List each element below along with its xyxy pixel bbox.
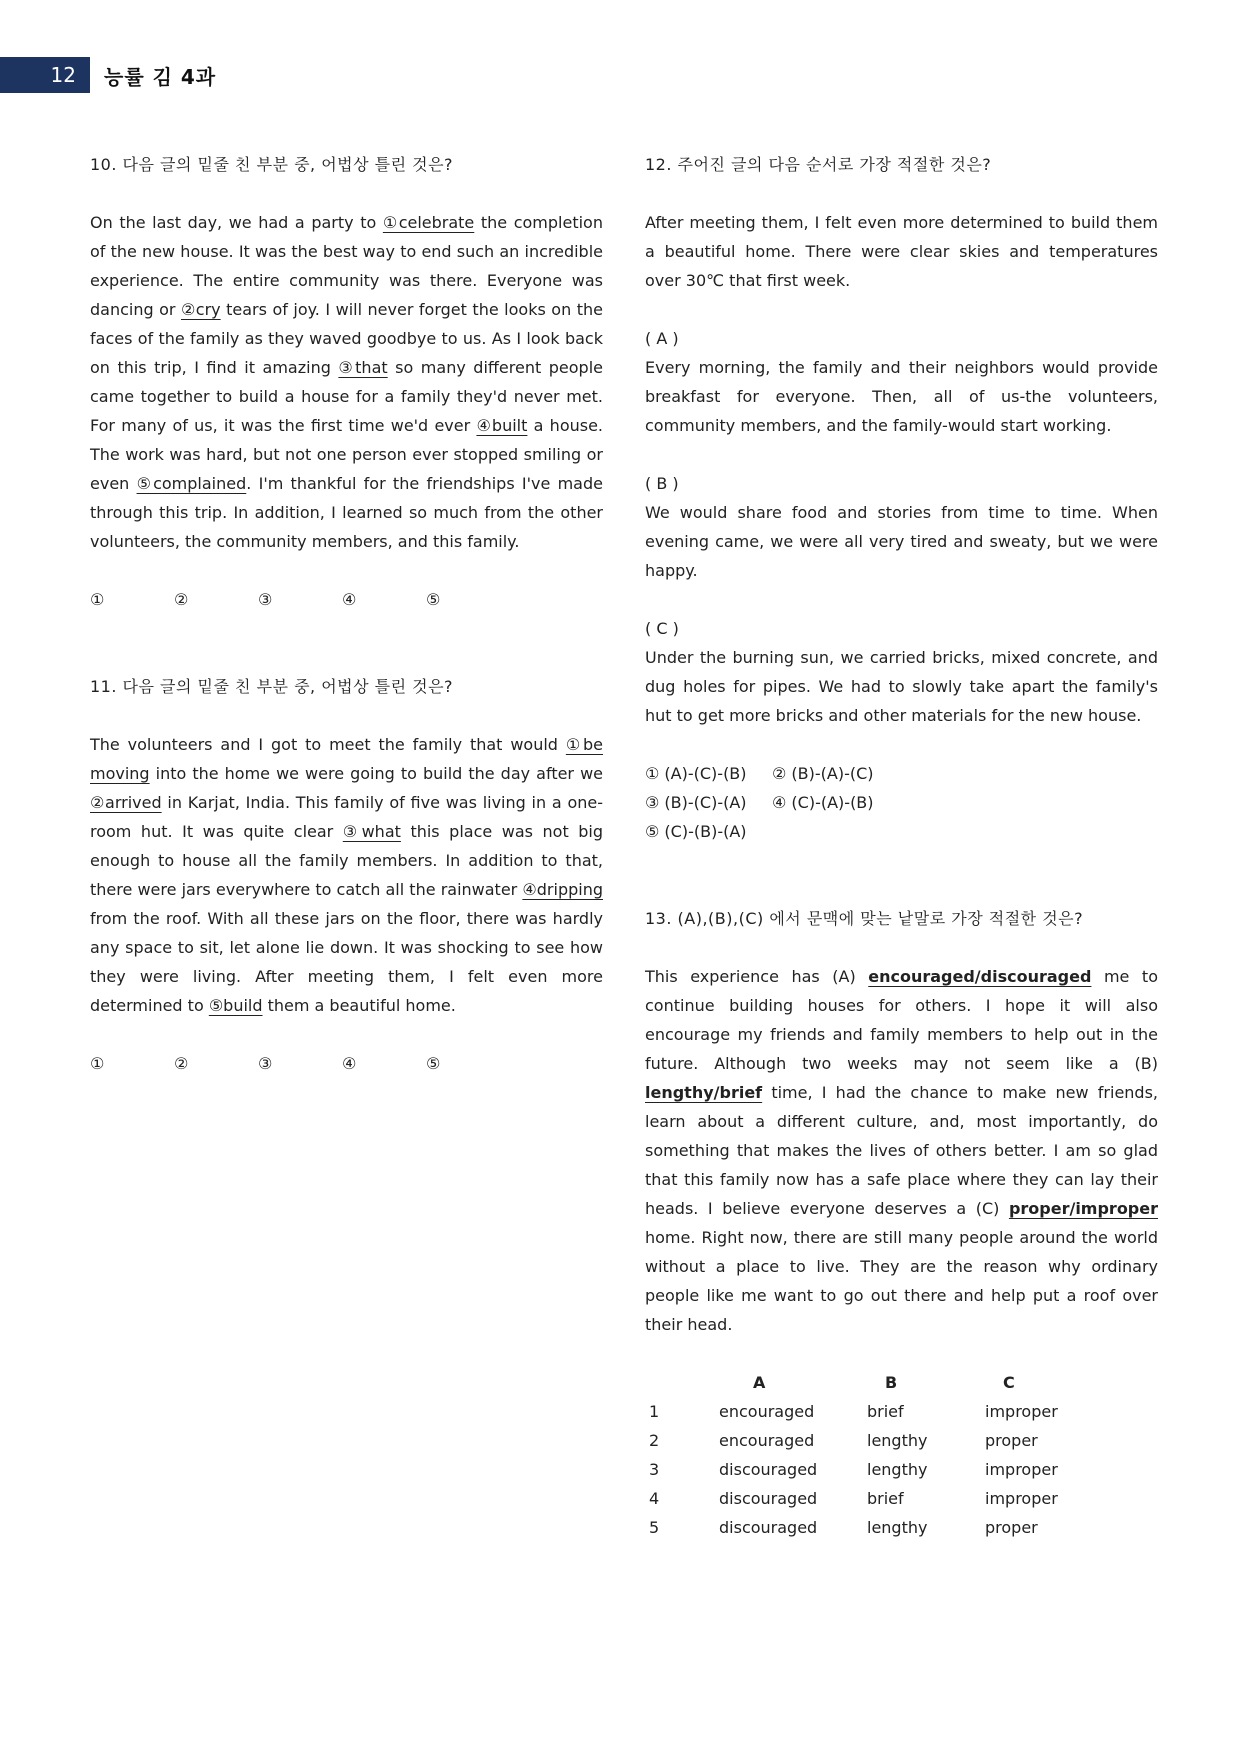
cell-c: improper (985, 1402, 1058, 1421)
order-option-4[interactable]: ④ (C)-(A)-(B) (772, 793, 874, 812)
choice-2[interactable]: ② (174, 1054, 189, 1073)
cell-b: lengthy (867, 1460, 928, 1479)
row-number: 5 (649, 1518, 660, 1537)
choice-5[interactable]: ⑤ (426, 590, 441, 609)
paragraph-c-label: ( C ) (645, 619, 679, 638)
question-title: 13. (A),(B),(C) 에서 문맥에 맞는 낱말로 가장 적절한 것은? (645, 909, 1084, 928)
passage-text: them a beautiful home. (262, 996, 456, 1015)
cell-b: lengthy (867, 1431, 928, 1450)
passage-text: this place was not big enough to house all the family members. In addition to that, there were jars everywhere to catch all the rainwater (90, 822, 604, 899)
table-header: B (885, 1373, 898, 1392)
answer-choices (90, 585, 603, 614)
word-choice-c: proper/improper (1008, 1199, 1158, 1218)
passage-text: . I'm thankful for the friendships I've made through this trip. In addition, I learned so much from the other volunteers, the community members, and this family. (90, 474, 603, 551)
choice-4[interactable]: ④ (342, 590, 357, 609)
right-column (645, 150, 1158, 1542)
choice-4[interactable]: ④ (342, 1054, 357, 1073)
choice-2[interactable]: ② (174, 590, 189, 609)
cell-b: brief (867, 1402, 904, 1421)
question-11 (90, 672, 603, 1078)
underlined-word: ③what (342, 822, 401, 841)
cell-a: discouraged (719, 1489, 818, 1508)
table-header: A (753, 1373, 766, 1392)
paragraph-b-label: ( B ) (645, 474, 679, 493)
passage-text: so many different people came together to build a house for a family they'd never met. For many of us, it was the first time we'd ever (90, 358, 604, 435)
cell-a: discouraged (719, 1460, 818, 1479)
underlined-word: ④dripping (522, 880, 603, 899)
underlined-word: ⑤complained (136, 474, 247, 493)
table-row[interactable] (649, 1426, 1105, 1455)
question-13 (645, 904, 1158, 1542)
underlined-word: ①be moving (90, 735, 603, 783)
cell-a: discouraged (719, 1518, 818, 1537)
word-choice-a: encouraged/discouraged (868, 967, 1092, 986)
choice-5[interactable]: ⑤ (426, 1054, 441, 1073)
paragraph-c: Under the burning sun, we carried bricks, mixed concrete, and dug holes for pipes. We had to slowly take apart the family's hut to get more bricks and other materials for the new house. (645, 648, 1158, 725)
cell-c: proper (985, 1431, 1038, 1450)
left-column (90, 150, 603, 1078)
table-header (649, 1368, 719, 1397)
question-passage (90, 730, 603, 1020)
passage-text: On the last day, we had a party to (90, 213, 383, 232)
answer-table (649, 1368, 1105, 1542)
passage-text: This experience has (A) (645, 967, 869, 986)
question-passage (645, 962, 1158, 1339)
row-number: 4 (649, 1489, 660, 1508)
order-option-5[interactable]: ⑤ (C)-(B)-(A) (645, 822, 747, 841)
table-header-row (649, 1368, 1105, 1397)
page-header (0, 57, 216, 93)
underlined-word: ③that (338, 358, 388, 377)
paragraph-b: We would share food and stories from time to time. When evening came, we were all very tired and sweaty, but we were happy. (645, 503, 1158, 580)
underlined-word: ①celebrate (382, 213, 475, 232)
passage-text: from the roof. With all these jars on the floor, there was hardly any space to sit, let alone lie down. It was shocking to see how they were living. After meeting them, I felt even more determined to (90, 909, 603, 1015)
table-header: C (1003, 1373, 1015, 1392)
table-row[interactable] (649, 1397, 1105, 1426)
question-10 (90, 150, 603, 614)
underlined-word: ②cry (181, 300, 221, 319)
passage-text: home. Right now, there are still many people around the world without a place to live. They are the reason why ordinary people like me want to go out there and help put a roof over their head. (645, 1228, 1158, 1334)
row-number: 3 (649, 1460, 660, 1479)
cell-b: brief (867, 1489, 904, 1508)
passage-text: tears of joy. I will never forget the looks on the faces of the family as they waved goodbye to us. As I look back on this trip, I find it amazing (90, 300, 603, 377)
paragraph-a: Every morning, the family and their neighbors would provide breakfast for everyone. Then, all of us-the volunteers, community members, and the family-would start working. (645, 358, 1158, 435)
order-option-3[interactable]: ③ (B)-(C)-(A) (645, 793, 747, 812)
underlined-word: ④built (476, 416, 528, 435)
question-12 (645, 150, 1158, 846)
cell-a: encouraged (719, 1402, 815, 1421)
question-title: 11. 다음 글의 밑줄 친 부분 중, 어법상 틀린 것은? (90, 677, 454, 696)
cell-c: improper (985, 1460, 1058, 1479)
choice-1[interactable]: ① (90, 590, 105, 609)
row-number: 2 (649, 1431, 660, 1450)
passage-text: into the home we were going to build the day after we (149, 764, 603, 783)
underlined-word: ⑤build (208, 996, 263, 1015)
row-number: 1 (649, 1402, 660, 1421)
answer-choices (90, 1049, 603, 1078)
intro-passage: After meeting them, I felt even more determined to build them a beautiful home. There were clear skies and temperatures over 30℃ that first week. (645, 213, 1158, 290)
question-title: 12. 주어진 글의 다음 순서로 가장 적절한 것은? (645, 155, 992, 174)
order-option-2[interactable]: ② (B)-(A)-(C) (772, 764, 874, 783)
underlined-word: ②arrived (90, 793, 162, 812)
choice-1[interactable]: ① (90, 1054, 105, 1073)
cell-c: proper (985, 1518, 1038, 1537)
page-number: 12 (0, 57, 90, 93)
table-row[interactable] (649, 1455, 1105, 1484)
table-row[interactable] (649, 1484, 1105, 1513)
cell-c: improper (985, 1489, 1058, 1508)
paragraph-a-label: ( A ) (645, 329, 679, 348)
passage-text: the completion of the new house. It was the best way to end such an incredible experience. The entire community was there. Everyone was dancing or (90, 213, 603, 319)
table-row[interactable] (649, 1513, 1105, 1542)
passage-text: me to continue building houses for others. I hope it will also encourage my friends and family members to help out in the future. Although two weeks may not seem like a (B) (645, 967, 1158, 1073)
order-option-1[interactable]: ① (A)-(C)-(B) (645, 764, 747, 783)
passage-text: time, I had the chance to make new friends, learn about a different culture, and, most importantly, do something that makes the lives of others better. I am so glad that this family now has a safe place where they can lay their heads. I believe everyone deserves a (C) (645, 1083, 1158, 1218)
passage-text: The volunteers and I got to meet the family that would (90, 735, 566, 754)
choice-3[interactable]: ③ (258, 1054, 273, 1073)
cell-a: encouraged (719, 1431, 815, 1450)
passage-text: in Karjat, India. This family of five was living in a one-room hut. It was quite clear (90, 793, 603, 841)
question-passage (90, 208, 603, 556)
cell-b: lengthy (867, 1518, 928, 1537)
choice-3[interactable]: ③ (258, 590, 273, 609)
page-title: 능률 김 4과 (104, 64, 217, 89)
passage-text: a house. The work was hard, but not one person ever stopped smiling or even (90, 416, 604, 493)
question-title: 10. 다음 글의 밑줄 친 부분 중, 어법상 틀린 것은? (90, 155, 454, 174)
word-choice-b: lengthy/brief (645, 1083, 763, 1102)
